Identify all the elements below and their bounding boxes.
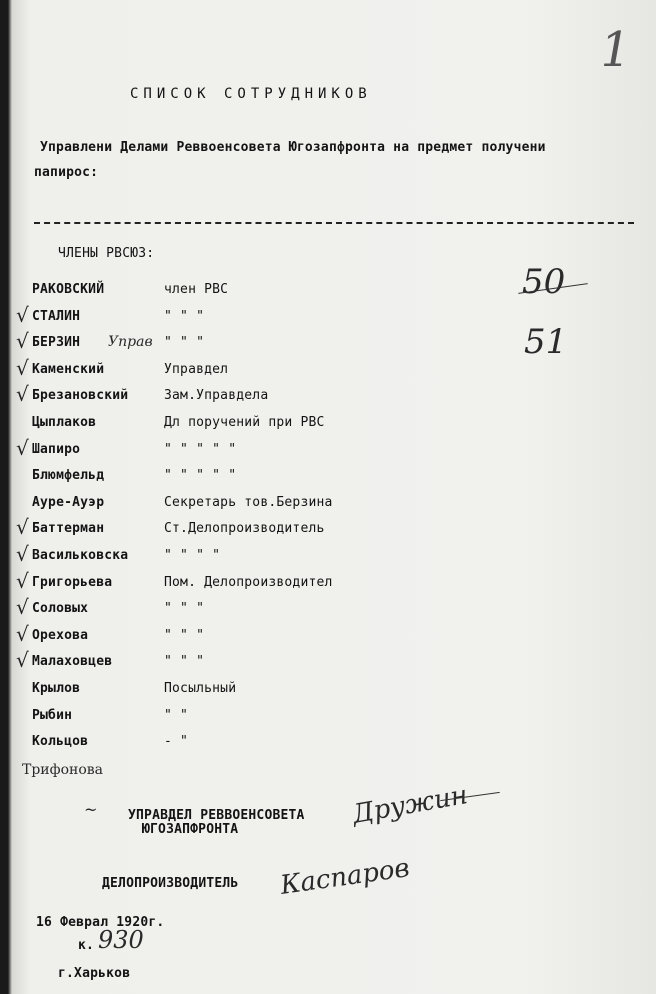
signature-manager: Дружин — [350, 780, 471, 830]
handwritten-berzin-note: Управ — [108, 334, 153, 350]
staff-name: СТАЛИН — [32, 309, 81, 324]
margin-note-bottom: 51 — [524, 322, 568, 362]
staff-role: " " " " — [164, 548, 221, 563]
check-mark-icon: √ — [16, 622, 29, 646]
subtitle-line-2: папирос: — [34, 165, 99, 180]
staff-name: Блюмфельд — [32, 468, 105, 483]
staff-role: Дл поручений при РВС — [164, 415, 325, 430]
staff-name: Кольцов — [32, 734, 89, 749]
staff-name: Брезановский — [32, 388, 129, 403]
staff-name: Баттерман — [32, 521, 105, 536]
check-mark-icon: √ — [16, 569, 29, 593]
staff-role: " " " — [164, 654, 205, 669]
staff-role: " " " " " — [164, 468, 237, 483]
staff-role: Управдел — [164, 362, 229, 377]
staff-name: Васильковска — [32, 548, 129, 563]
staff-role: - " — [164, 734, 189, 749]
staff-role: Секретарь тов.Берзина — [164, 495, 333, 510]
check-mark-icon: √ — [16, 648, 29, 672]
city: г.Харьков — [58, 966, 131, 981]
staff-role: член РВС — [164, 282, 229, 297]
check-mark-icon: √ — [16, 595, 29, 619]
signature-clerk-title: ДЕЛОПРОИЗВОДИТЕЛЬ — [102, 876, 239, 891]
handwritten-extra-name: Трифонова — [22, 762, 104, 778]
staff-role: " " " " " — [164, 442, 237, 457]
staff-role: " " " — [164, 601, 205, 616]
document-date: 16 Феврал 1920г. — [36, 915, 165, 930]
check-mark-icon: √ — [16, 542, 29, 566]
tick-mark: ~ — [84, 800, 98, 819]
staff-role: " " — [164, 708, 189, 723]
staff-name: Ауре-Ауэр — [32, 495, 105, 510]
staff-name: Рыбин — [32, 708, 73, 723]
staff-name: Соловых — [32, 601, 89, 616]
signature-title-line-2: ЮГОЗАПФРОНТА — [142, 822, 239, 837]
staff-role: Зам.Управдела — [164, 388, 269, 403]
margin-note-top: 50 — [522, 262, 566, 302]
staff-name: БЕРЗИН — [32, 335, 81, 350]
page-number: 1 — [595, 22, 636, 78]
reference-number: 930 — [98, 926, 144, 954]
staff-name: Цыплаков — [32, 415, 97, 430]
staff-name: РАКОВСКИЙ — [32, 282, 105, 297]
staff-name: Крылов — [32, 681, 81, 696]
check-mark-icon: √ — [16, 329, 29, 353]
staff-name: Григорьева — [32, 575, 113, 590]
check-mark-icon: √ — [16, 515, 29, 539]
subtitle-line-1: Управлени Делами Реввоенсовета Югозапфронта на предмет получени — [40, 140, 546, 155]
check-mark-icon: √ — [16, 356, 29, 380]
staff-role: Ст.Делопроизводитель — [164, 521, 325, 536]
staff-role: " " " — [164, 309, 205, 324]
document-title: СПИСОК СОТРУДНИКОВ — [130, 86, 372, 102]
signature-title-line-1: УПРАВДЕЛ РЕВВОЕНСОВЕТА — [128, 808, 305, 823]
staff-name: Малаховцев — [32, 654, 113, 669]
check-mark-icon: √ — [16, 303, 29, 327]
reference-prefix: к. — [78, 938, 95, 953]
staff-role: " " " — [164, 628, 205, 643]
staff-name: Шапиро — [32, 442, 81, 457]
staff-role: " " " — [164, 335, 205, 350]
section-title: ЧЛЕНЫ РВСЮЗ: — [58, 246, 155, 261]
staff-role: Пом. Делопроизводител — [164, 575, 333, 590]
staff-name: Каменский — [32, 362, 105, 377]
divider — [34, 222, 634, 224]
staff-role: Посыльный — [164, 681, 237, 696]
check-mark-icon: √ — [16, 382, 29, 406]
signature-clerk: Каспаров — [278, 853, 412, 901]
staff-name: Орехова — [32, 628, 89, 643]
check-mark-icon: √ — [16, 436, 29, 460]
